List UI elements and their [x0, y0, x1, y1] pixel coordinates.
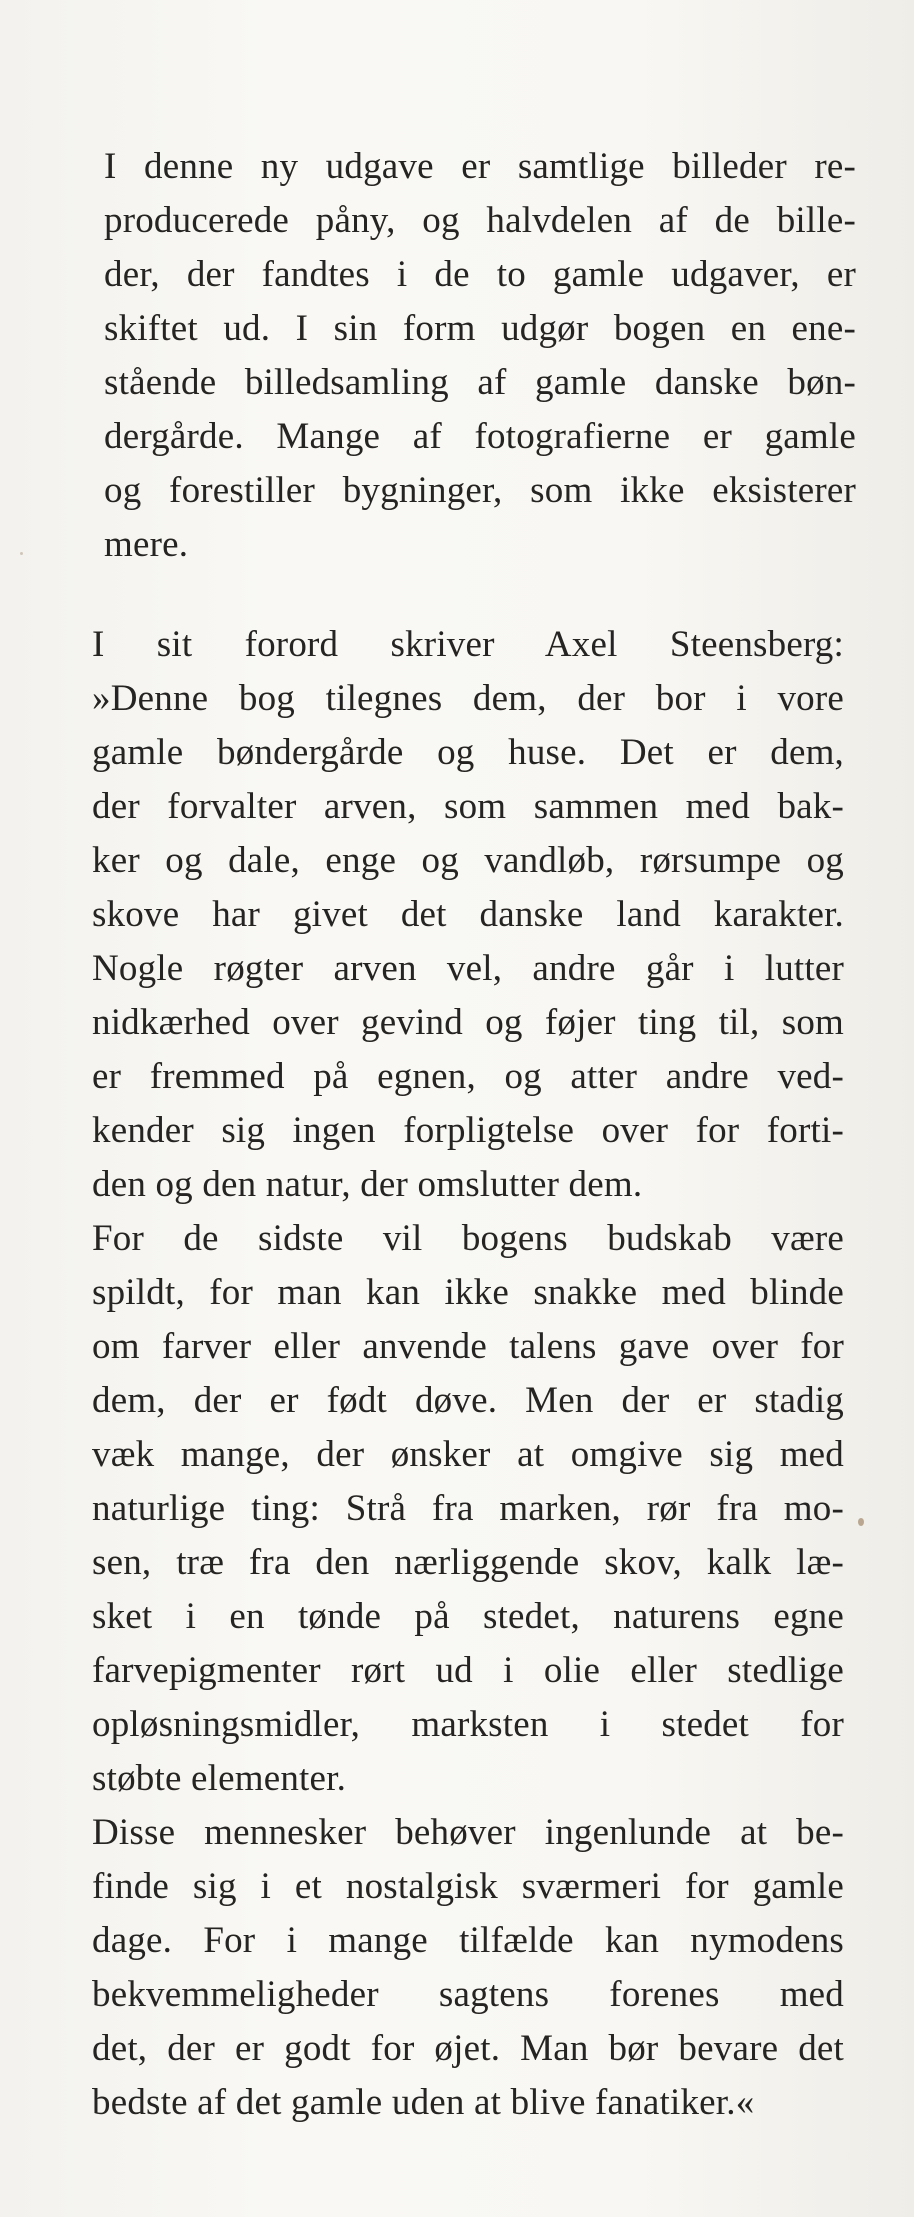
text-line: der forvalter arven, som sammen med bak-: [92, 786, 844, 827]
text-line: støbte elementer.: [92, 1758, 347, 1799]
text-line: Nogle røgter arven vel, andre går i lutter: [92, 948, 844, 989]
text-line: mere.: [104, 524, 189, 565]
text-line: sen, træ fra den nærliggende skov, kalk læ-: [92, 1542, 844, 1583]
text-line: farvepigmenter rørt ud i olie eller stedlige: [92, 1650, 844, 1691]
text-line: opløsningsmidler, marksten i stedet for: [92, 1704, 844, 1745]
text-line: I sit forord skriver Axel Steensberg:: [92, 624, 844, 665]
text-line: producerede påny, og halvdelen af de bille-: [104, 200, 856, 241]
text-line: og forestiller bygninger, som ikke eksisterer: [104, 470, 856, 511]
text-line: der, der fandtes i de to gamle udgaver, er: [104, 254, 856, 295]
text-line: om farver eller anvende talens gave over for: [92, 1326, 844, 1367]
text-line: For de sidste vil bogens budskab være: [92, 1218, 844, 1259]
text-line: bekvemmeligheder sagtens forenes med: [92, 1974, 844, 2015]
paragraph-intro: [104, 140, 856, 572]
text-line: den og den natur, der omslutter dem.: [92, 1164, 643, 1205]
text-line: finde sig i et nostalgisk sværmeri for gamle: [92, 1866, 844, 1907]
paragraph-foreword-quote: [92, 618, 844, 2130]
text-line: kender sig ingen forpligtelse over for forti-: [92, 1110, 844, 1151]
text-line: spildt, for man kan ikke snakke med blinde: [92, 1272, 844, 1313]
text-line: skove har givet det danske land karakter.: [92, 894, 844, 935]
text-line: ker og dale, enge og vandløb, rørsumpe og: [92, 840, 844, 881]
text-line: gamle bøndergårde og huse. Det er dem,: [92, 732, 844, 773]
text-line: er fremmed på egnen, og atter andre ved-: [92, 1056, 844, 1097]
text-line: naturlige ting: Strå fra marken, rør fra mo-: [92, 1488, 844, 1529]
text-line: bedste af det gamle uden at blive fanatiker.«: [92, 2082, 755, 2123]
text-line: væk mange, der ønsker at omgive sig med: [92, 1434, 844, 1475]
paper-speck: [858, 1518, 864, 1526]
text-line: dem, der er født døve. Men der er stadig: [92, 1380, 844, 1421]
text-line: dergårde. Mange af fotografierne er gamle: [104, 416, 856, 457]
text-line: I denne ny udgave er samtlige billeder re-: [104, 146, 856, 187]
text-line: skiftet ud. I sin form udgør bogen en ene-: [104, 308, 856, 349]
text-line: »Denne bog tilegnes dem, der bor i vore: [92, 678, 844, 719]
text-line: stående billedsamling af gamle danske bøn-: [104, 362, 856, 403]
text-line: dage. For i mange tilfælde kan nymodens: [92, 1920, 844, 1961]
text-line: det, der er godt for øjet. Man bør bevare det: [92, 2028, 844, 2069]
text-line: Disse mennesker behøver ingenlunde at be-: [92, 1812, 844, 1853]
paper-speck: [20, 552, 23, 555]
text-line: nidkærhed over gevind og føjer ting til, som: [92, 1002, 844, 1043]
text-line: sket i en tønde på stedet, naturens egne: [92, 1596, 844, 1637]
